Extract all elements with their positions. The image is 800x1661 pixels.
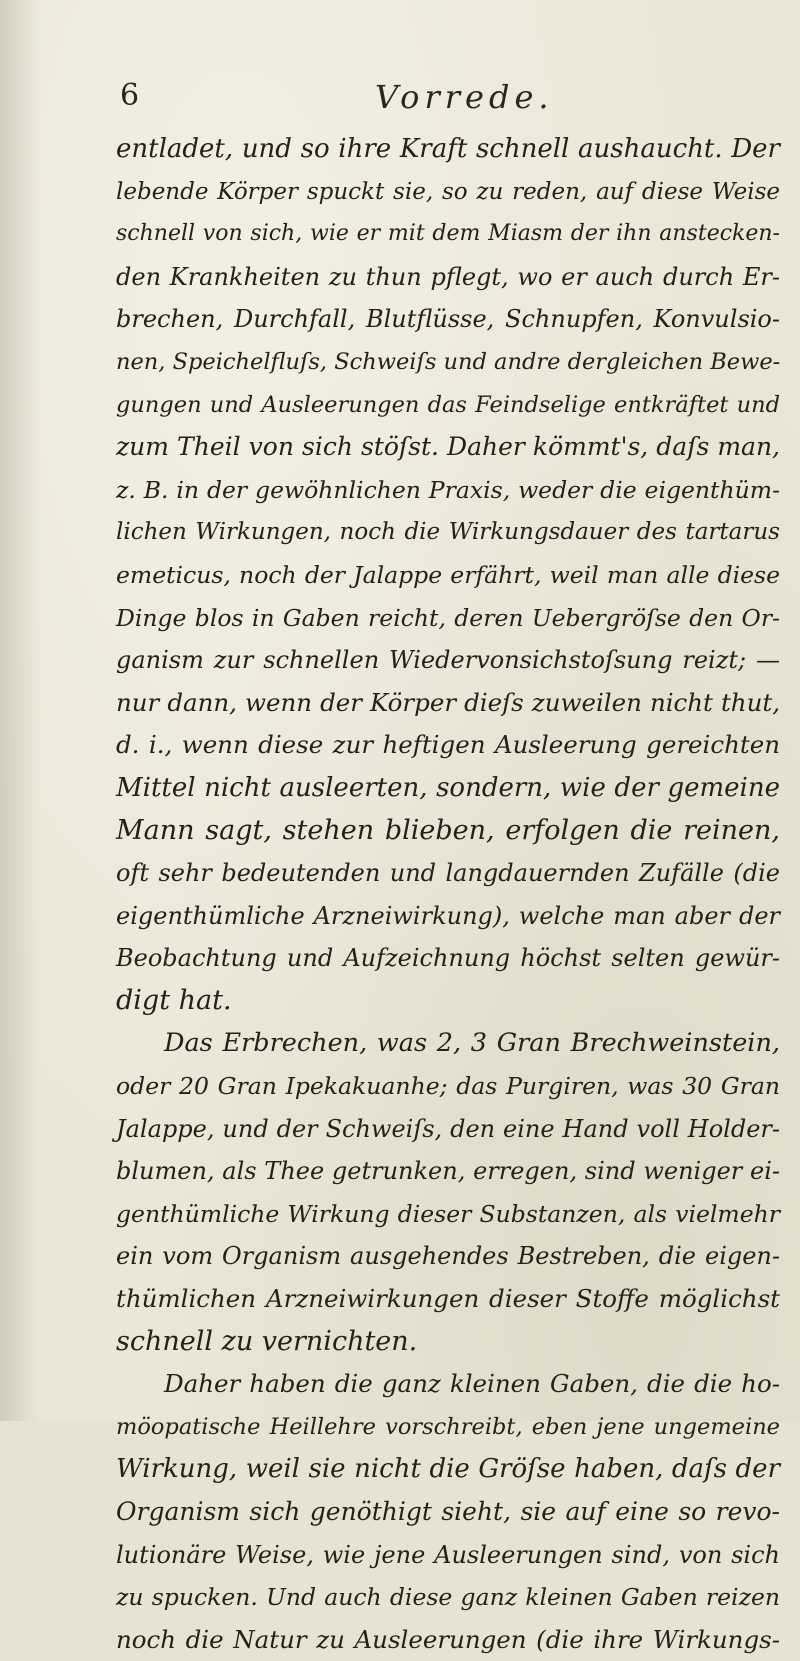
text-line: lutionäre Weise, wie jene Ausleerungen sind, von sich	[116, 1540, 780, 1569]
text-line: Das Erbrechen, was 2, 3 Gran Brechweinstein,	[164, 1028, 780, 1059]
text-line: thümlichen Arzneiwirkungen dieser Stoffe möglichst	[116, 1284, 780, 1314]
running-title: Vorrede.	[375, 78, 554, 116]
text-line: z. B. in der gewöhnlichen Praxis, weder die eigenthüm-	[116, 475, 780, 504]
text-line: oder 20 Gran Ipekakuanhe; das Purgiren, was 30 Gran	[116, 1072, 780, 1101]
text-line: oft sehr bedeutenden und langdauernden Zufälle (die	[116, 859, 780, 888]
page-fold-shadow	[0, 0, 40, 1421]
text-line: Daher haben die ganz kleinen Gaben, die die ho-	[164, 1369, 780, 1399]
text-line: lichen Wirkungen, noch die Wirkungsdauer des tartarus	[116, 519, 780, 546]
text-line: nur dann, wenn der Körper dieſs zuweilen nicht thut,	[116, 687, 780, 717]
text-line: möopatische Heillehre vorschreibt, eben jene ungemeine	[116, 1413, 780, 1440]
text-line: noch die Natur zu Ausleerungen (die ihre Wirkungs-	[116, 1624, 780, 1654]
text-line: schnell von sich, wie er mit dem Miasm der ihn anstecken-	[116, 221, 780, 247]
page-header	[120, 78, 720, 118]
text-line: Wirkung, weil sie nicht die Gröſse haben, daſs der	[116, 1454, 780, 1485]
text-line: Jalappe, und der Schweiſs, den eine Hand voll Holder-	[116, 1114, 780, 1143]
text-line: lebende Körper spuckt sie, so zu reden, auf diese Weise	[116, 178, 780, 205]
text-line: zum Theil von sich stöſst. Daher kömmt's, daſs man,	[116, 432, 780, 462]
text-line: zu spucken. Und auch diese ganz kleinen Gaben reizen	[116, 1583, 780, 1612]
text-line: eigenthümliche Arzneiwirkung), welche man aber der	[116, 901, 780, 930]
text-line: Mann sagt, stehen blieben, erfolgen die reinen,	[116, 814, 780, 846]
text-line: Dinge blos in Gaben reicht, deren Uebergröſse den Or-	[116, 603, 780, 632]
text-line: Beobachtung und Aufzeichnung höchst selten gewür-	[116, 944, 780, 973]
text-line: gungen und Ausleerungen das Feindselige entkräftet und	[116, 391, 780, 418]
text-line: brechen, Durchfall, Blutflüsse, Schnupfen, Konvulsio-	[116, 305, 780, 334]
text-line: Mittel nicht ausleerten, sondern, wie der gemeine	[116, 772, 780, 803]
text-line: ganism zur schnellen Wiedervonsichstoſsung reizt; —	[116, 646, 780, 675]
text-line: den Krankheiten zu thun pflegt, wo er auch durch Er-	[116, 262, 780, 291]
page-number: 6	[120, 78, 140, 113]
text-line: genthümliche Wirkung dieser Substanzen, als vielmehr	[116, 1199, 780, 1228]
text-line: schnell zu vernichten.	[116, 1325, 418, 1357]
text-line: nen, Speichelfluſs, Schweiſs und andre dergleichen Bewe-	[116, 348, 781, 375]
text-line: emeticus, noch der Jalappe erfährt, weil man alle diese	[116, 560, 780, 589]
body-text	[116, 128, 780, 1661]
text-line: entladet, und so ihre Kraft schnell aushaucht. Der	[116, 134, 780, 164]
text-line: d. i., wenn diese zur heftigen Ausleerung gereichten	[116, 730, 780, 760]
text-line: ein vom Organism ausgehendes Bestreben, die eigen-	[116, 1242, 780, 1271]
text-line: digt hat.	[116, 984, 232, 1016]
text-line: blumen, als Thee getrunken, erregen, sind weniger ei-	[116, 1157, 780, 1186]
text-line: Organism sich genöthigt sieht, sie auf eine so revo-	[116, 1497, 780, 1526]
